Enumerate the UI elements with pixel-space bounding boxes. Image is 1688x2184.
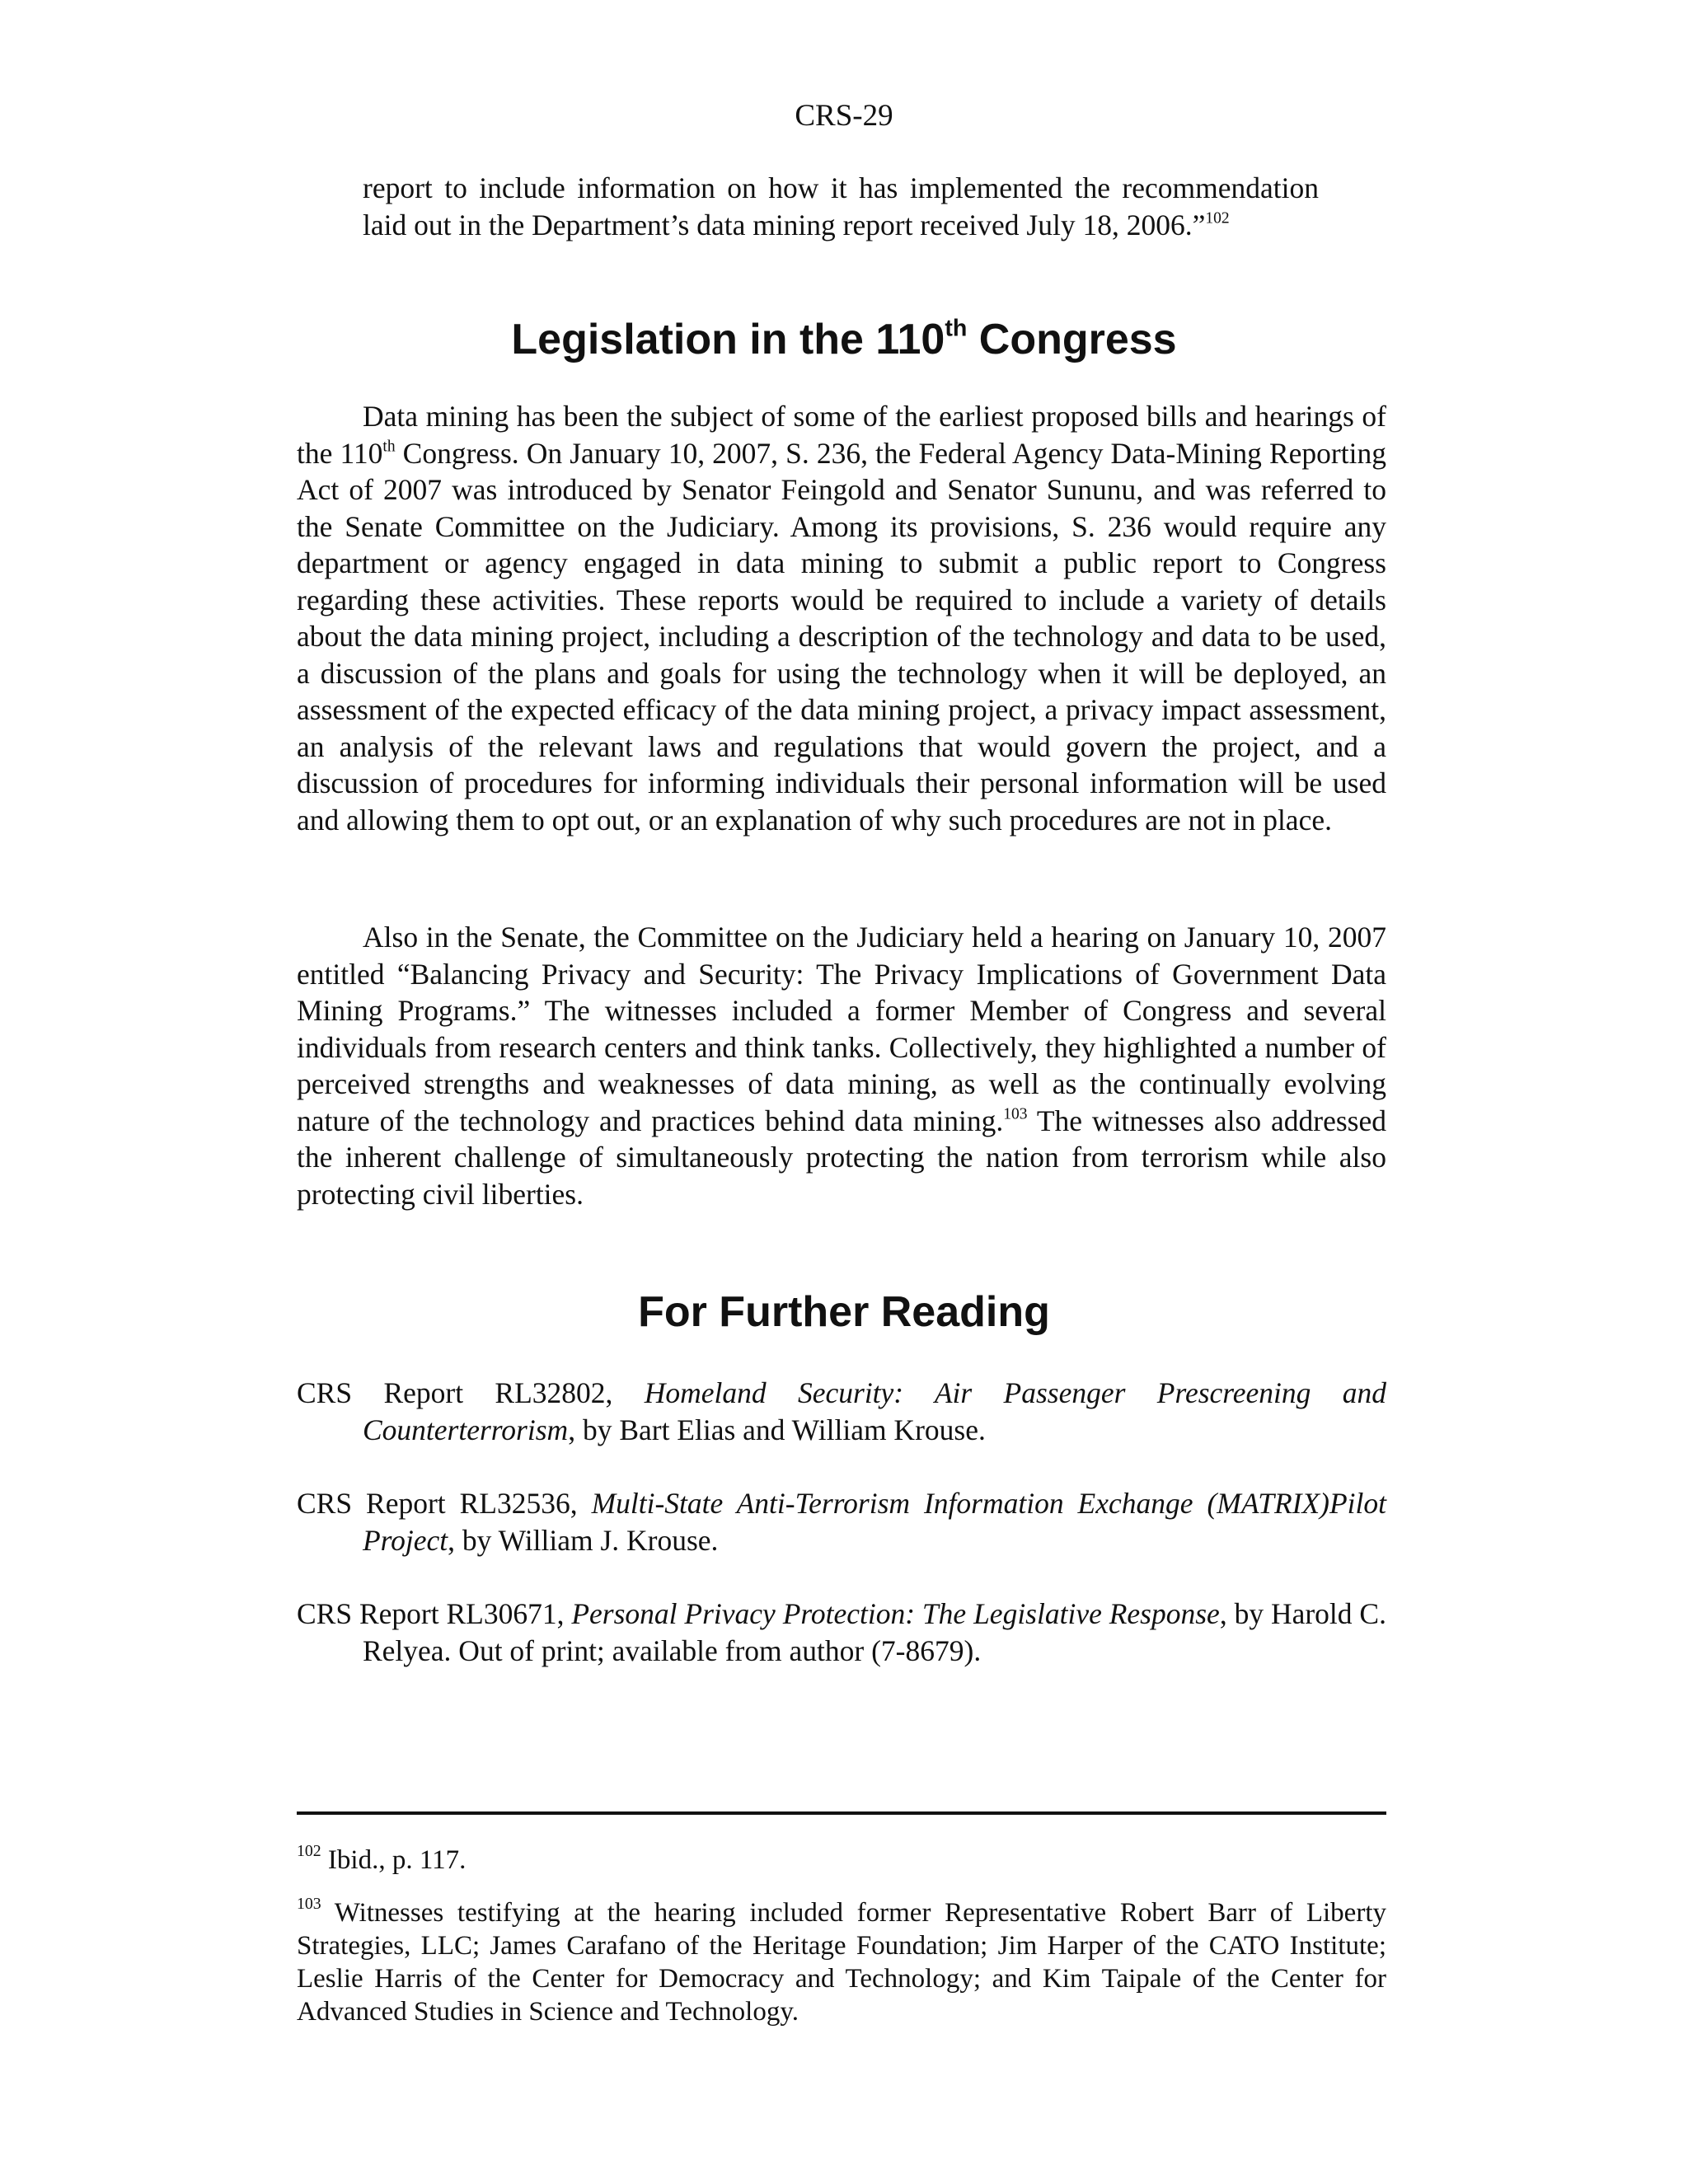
paragraph-s236 <box>297 398 1386 838</box>
reference-prefix: CRS Report RL30671, <box>297 1597 572 1630</box>
footnote-text: Ibid., p. 117. <box>321 1845 467 1875</box>
footnote-number: 103 <box>297 1895 321 1914</box>
heading-text: Legislation in the 110 <box>511 316 945 363</box>
ordinal-superscript: th <box>382 437 396 455</box>
reference-suffix: , by Bart Elias and William Krouse. <box>568 1413 986 1446</box>
paragraph-text-cont: The witnesses also addressed the inherent challenge of simultaneously protecting the nation from terrorism while also protecting civil liberties. <box>297 1104 1386 1211</box>
section-heading-legislation <box>0 313 1688 366</box>
paragraph-text: Also in the Senate, the Committee on the Judiciary held a hearing on January 10, 2007 entitled “Balancing Privacy and Security: The Privacy Implications of Government Data Mining Programs.” The witnesses included a former Member of Congress and several individuals from research centers and think tanks. Collectively, they highlighted a number of perceived strengths and weaknesses of data mining, as well as the continually evolving nature of the technology and practices behind data mining. <box>297 921 1386 1137</box>
reference-prefix: CRS Report RL32536, <box>297 1487 592 1520</box>
reference-suffix: , by William J. Krouse. <box>448 1523 719 1557</box>
paragraph-senate-hearing <box>297 919 1386 1212</box>
quote-text: report to include information on how it has implemented the recommendation laid out in the Department’s data mining report received July 18, 2006.” <box>363 171 1319 241</box>
heading-superscript: th <box>945 315 968 342</box>
footnote-text: Witnesses testifying at the hearing included former Representative Robert Barr of Liberty Strategies, LLC; James Carafano of the Heritage Foundation; Jim Harper of the CATO Institute; Leslie Harris of the Center for Democracy and Technology; and Kim Taipale of the Center for Advanced Studies in Science and Technology. <box>297 1898 1386 2027</box>
reference-item <box>297 1596 1386 1669</box>
reference-item <box>297 1485 1386 1558</box>
footnote-divider <box>297 1811 1386 1815</box>
footnote-102 <box>297 1844 1386 1877</box>
reference-title: Homeland Security: Air Passenger Prescreening and Counterterrorism <box>363 1376 1386 1446</box>
quote-continuation <box>363 170 1319 243</box>
reference-title: Multi-State Anti-Terrorism Information Exchange (MATRIX)Pilot Project <box>363 1487 1386 1557</box>
reference-suffix: , by Harold C. Relyea. Out of print; available from author (7-8679). <box>363 1597 1386 1667</box>
page-number: CRS-29 <box>795 99 893 133</box>
paragraph-text: Data mining has been the subject of some of the earliest proposed bills and hearings of the 110 <box>297 400 1386 470</box>
footnote-number: 102 <box>297 1842 321 1861</box>
section-heading-further-reading: For Further Reading <box>638 1288 1050 1336</box>
footnote-103 <box>297 1896 1386 2028</box>
footnote-ref-103[interactable]: 103 <box>1003 1104 1028 1122</box>
reference-prefix: CRS Report RL32802, <box>297 1376 645 1409</box>
paragraph-text-cont: Congress. On January 10, 2007, S. 236, the Federal Agency Data-Mining Reporting Act of 2007 was introduced by Senator Feingold and Senator Sununu, and was referred to the Senate Committee on the Judiciary. Among its provisions, S. 236 would require any department or agency engaged in data mining to submit a public report to Congress regarding these activities. These reports would be required to include a variety of details about the data mining project, including a description of the technology and data to be used, a discussion of the plans and goals for using the technology when it will be deployed, an assessment of the expected efficacy of the data mining project, a privacy impact assessment, an analysis of the relevant laws and regulations that would govern the project, and a discussion of procedures for informing individuals their personal information will be used and allowing them to opt out, or an explanation of why such procedures are not in place. <box>297 436 1386 837</box>
footnote-ref-102[interactable]: 102 <box>1205 209 1230 227</box>
reference-item <box>297 1375 1386 1448</box>
reference-title: Personal Privacy Protection: The Legislative Response <box>571 1597 1220 1630</box>
heading-text-end: Congress <box>967 316 1177 363</box>
